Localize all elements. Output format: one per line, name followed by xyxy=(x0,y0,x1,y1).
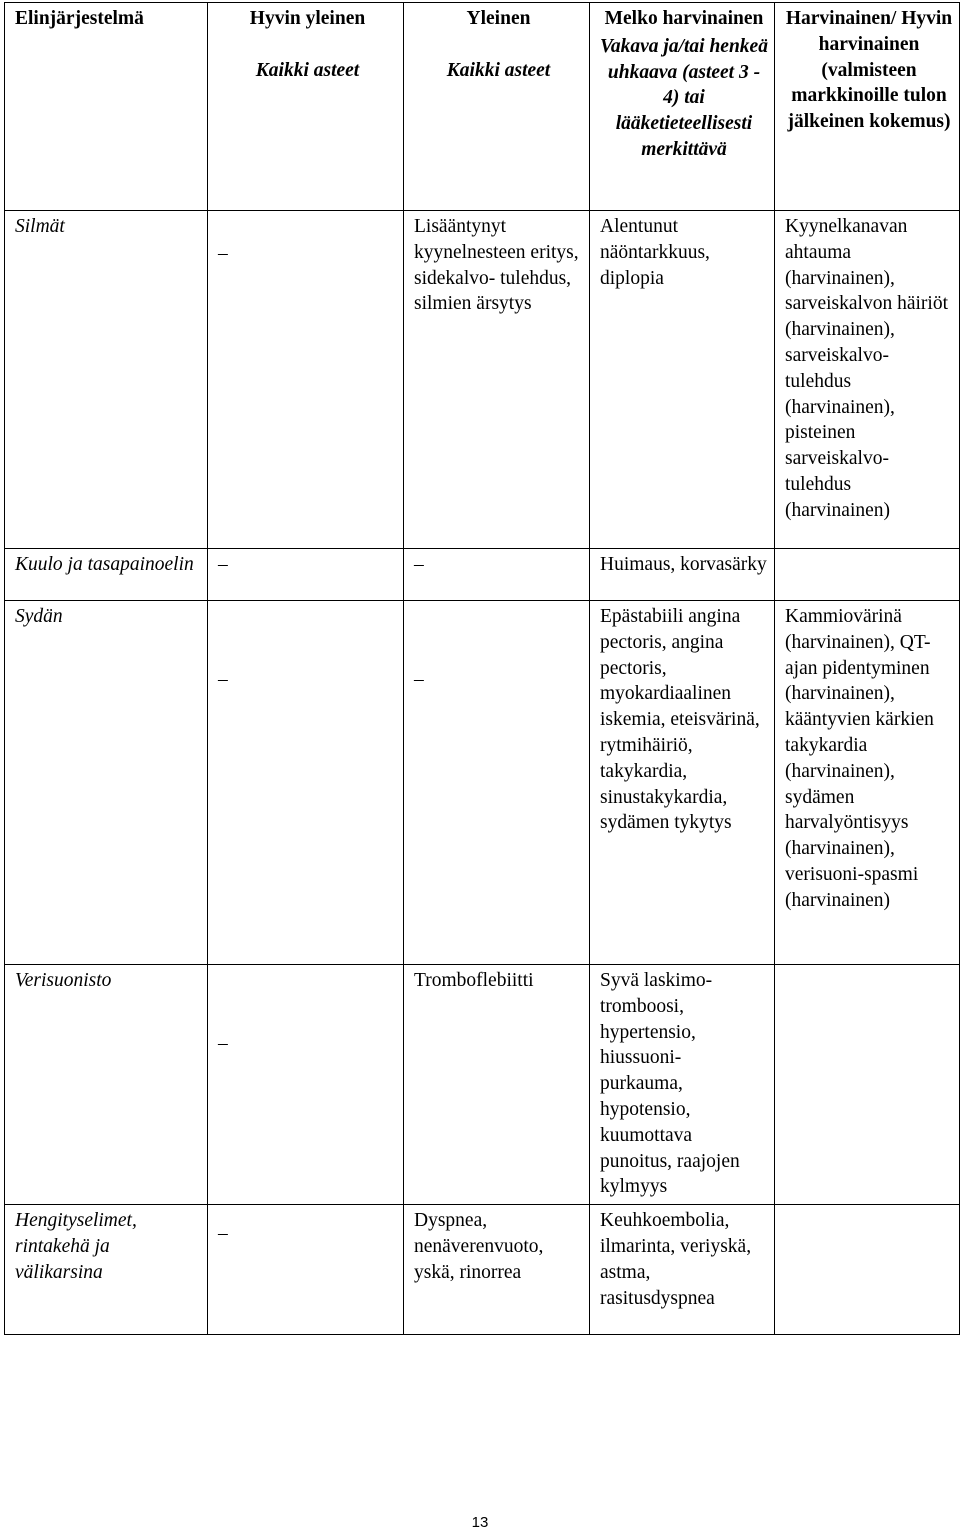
header-very-common-grade: Kaikki asteet xyxy=(255,59,360,81)
uncommon-cell: Epästabiili angina pectoris, angina pectoris, myokardiaalinen iskemia, eteisvärinä, rytmihäiriö, takykardia, sinustakykardia, sydämen tykytys xyxy=(590,601,775,965)
uncommon-cell: Alentunut näöntarkkuus, diplopia xyxy=(590,211,775,549)
common-cell: Tromboflebiitti xyxy=(404,965,590,1205)
page-number: 13 xyxy=(471,1514,489,1531)
header-very-common: Hyvin yleinen Kaikki asteet xyxy=(208,3,404,211)
organ-cell: Hengityselimet, rintakehä ja välikarsina xyxy=(5,1205,208,1335)
header-row xyxy=(5,3,960,211)
very-common-cell: – xyxy=(208,965,404,1205)
common-cell: – xyxy=(404,549,590,601)
organ-cell: Sydän xyxy=(5,601,208,965)
header-uncommon-grade: Vakava ja/tai henkeä uhkaava (asteet 3 - 4) tai lääketieteellisesti merkittävä xyxy=(600,35,768,160)
common-cell: Lisääntynyt kyynelnesteen eritys, sidekalvo- tulehdus, silmien ärsytys xyxy=(404,211,590,549)
header-common: Yleinen Kaikki asteet xyxy=(404,3,590,211)
uncommon-cell: Huimaus, korvasärky xyxy=(590,549,775,601)
rare-cell xyxy=(775,965,960,1205)
rare-cell xyxy=(775,1205,960,1335)
table-row xyxy=(5,549,960,601)
rare-cell: Kyynelkanavan ahtauma (harvinainen), sarveiskalvon häiriöt (harvinainen), sarveiskalvo- tulehdus (harvinainen), pisteinen sarveiskalvo- tulehdus (harvinainen) xyxy=(775,211,960,549)
very-common-cell: – xyxy=(208,601,404,965)
header-rare: Harvinainen/ Hyvin harvinainen (valmisteen markkinoille tulon jälkeinen kokemus) xyxy=(775,3,960,211)
header-uncommon: Melko harvinainen Vakava ja/tai henkeä uhkaava (asteet 3 - 4) tai lääketieteellisesti merkittävä xyxy=(590,3,775,211)
rare-cell xyxy=(775,549,960,601)
uncommon-cell: Keuhkoembolia, ilmarinta, veriyskä, astma, rasitusdyspnea xyxy=(590,1205,775,1335)
very-common-cell: – xyxy=(208,211,404,549)
table-row xyxy=(5,211,960,549)
very-common-cell: – xyxy=(208,1205,404,1335)
table-row xyxy=(5,1205,960,1335)
common-cell: – xyxy=(404,601,590,965)
organ-cell: Verisuonisto xyxy=(5,965,208,1205)
header-organ-system: Elinjärjestelmä xyxy=(5,3,208,211)
organ-cell: Silmät xyxy=(5,211,208,549)
header-common-grade: Kaikki asteet xyxy=(446,59,551,81)
rare-cell: Kammiovärinä (harvinainen), QT-ajan pidentyminen (harvinainen), kääntyvien kärkien takykardia (harvinainen), sydämen harvalyöntisyys (harvinainen), verisuoni-spasmi (harvinainen) xyxy=(775,601,960,965)
uncommon-cell: Syvä laskimo- tromboosi, hypertensio, hiussuoni- purkauma, hypotensio, kuumottava punoitus, raajojen kylmyys xyxy=(590,965,775,1205)
common-cell: Dyspnea, nenäverenvuoto, yskä, rinorrea xyxy=(404,1205,590,1335)
adverse-effects-table xyxy=(4,2,960,1335)
table-row xyxy=(5,965,960,1205)
organ-cell: Kuulo ja tasapainoelin xyxy=(5,549,208,601)
table-row xyxy=(5,601,960,965)
very-common-cell: – xyxy=(208,549,404,601)
